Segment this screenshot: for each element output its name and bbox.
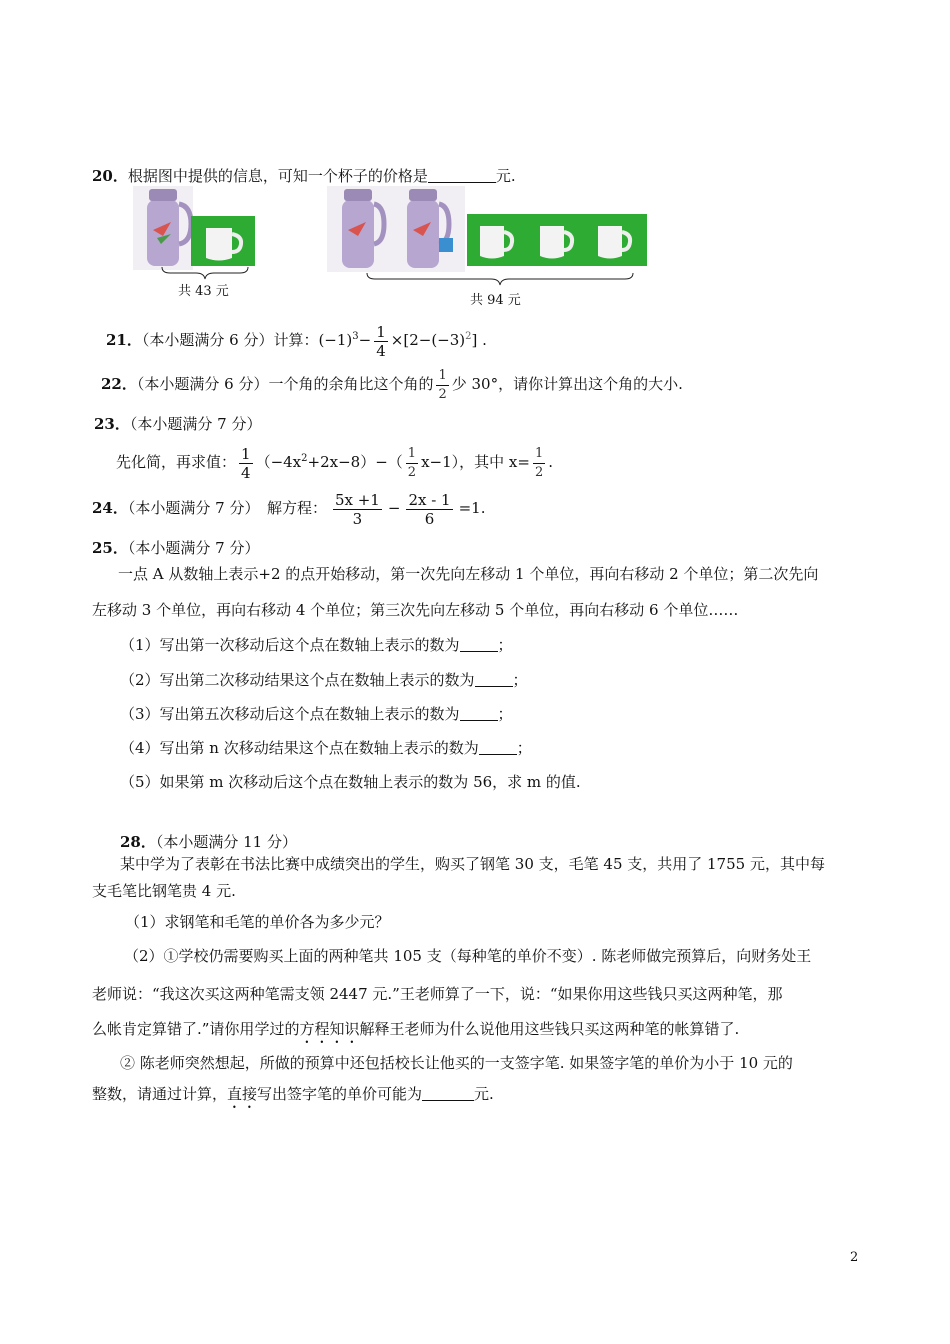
q21-head: （本小题满分 6 分）计算：(−1) xyxy=(141,331,353,349)
q21-number: 21． xyxy=(106,331,142,349)
q23-head: （本小题满分 7 分） xyxy=(129,415,262,433)
q20-line xyxy=(92,165,516,186)
q28-line1: 某中学为了表彰在书法比赛中成绩突出的学生，购买了钢笔 30 支，毛笔 45 支，共用了 1755 元，其中每 xyxy=(120,855,825,873)
q28-header xyxy=(120,831,297,852)
q25-sub2-blank[interactable] xyxy=(475,672,513,687)
q28-head: （本小题满分 11 分） xyxy=(155,833,297,851)
emphasis-method: 方程知识 xyxy=(299,1020,360,1038)
q25-head: （本小题满分 7 分） xyxy=(127,539,260,557)
q24-head: （本小题满分 7 分） 解方程： xyxy=(127,499,327,517)
q28-number: 28． xyxy=(120,833,156,851)
q28-answer-blank[interactable] xyxy=(422,1086,474,1101)
q23-mid3: x−1），其中 x= xyxy=(421,453,530,471)
q28-sub3a: ② 陈老师突然想起，所做的预算中还包括校长让他买的一支签字笔. 如果签字笔的单价为小于 10 元的 xyxy=(120,1054,793,1072)
q22-tail: 少 30°，请你计算出这个角的大小. xyxy=(451,375,683,393)
q28-sub3b: 整数，请通过计算，直接写出签字笔的单价可能为 元. xyxy=(92,1085,494,1103)
q21-exp2: 2 xyxy=(465,331,472,342)
q25-sub1-blank[interactable] xyxy=(460,637,498,652)
q23-line xyxy=(116,437,553,484)
q25-sub4-blank[interactable] xyxy=(479,740,517,755)
q20-answer-blank[interactable] xyxy=(428,168,496,183)
q20-number: 20． xyxy=(92,167,128,185)
q24-minus: − xyxy=(387,499,401,517)
q25-number: 25． xyxy=(92,539,128,557)
q23-mid1: （−4x xyxy=(255,453,302,471)
q28-line2: 支毛笔比钢笔贵 4 元. xyxy=(92,882,236,900)
q25-sub1: （1）写出第一次移动后这个点在数轴上表示的数为 ； xyxy=(120,636,513,654)
q21-end: ] . xyxy=(471,331,487,349)
q28-sub1: （1）求钢笔和毛笔的单价各为多少元？ xyxy=(125,913,390,931)
q20-text: 根据图中提供的信息，可知一个杯子的价格是 xyxy=(127,167,428,185)
q25-sub2: （2）写出第二次移动结果这个点在数轴上表示的数为 ； xyxy=(120,671,528,689)
q21-tail: ×[2−(−3) xyxy=(390,331,466,349)
q28-sub2b: 老师说：“我这次买这两种笔需支领 2447 元.”王老师算了一下，说：“如果你用这些钱只买这两种笔，那 xyxy=(92,985,783,1003)
q23-square: 2 xyxy=(301,453,308,464)
q20-unit: 元. xyxy=(495,167,516,185)
q23-header xyxy=(94,413,261,434)
q22-line xyxy=(101,362,683,406)
q22-number: 22． xyxy=(101,375,137,393)
q25-header xyxy=(92,537,259,558)
q24-fraction-1: $\frac{5x +1}{3}$ xyxy=(334,490,380,528)
q21-line xyxy=(106,315,487,362)
q23-mid2: +2x−8）−（ xyxy=(307,453,403,471)
q21-minus: − xyxy=(358,331,372,349)
caption-94: 共 94 元 xyxy=(470,293,521,308)
q25-sub3-blank[interactable] xyxy=(460,706,498,721)
q22-fraction: $\frac{1}{2}$ xyxy=(438,367,447,402)
q25-sub5: （5）如果第 m 次移动后这个点在数轴上表示的数为 56，求 m 的值. xyxy=(120,773,581,791)
caption-43: 共 43 元 xyxy=(178,284,229,299)
q23-fraction-1: $\frac{1}{4}$ xyxy=(241,444,251,482)
q25-line2: 左移动 3 个单位，再向右移动 4 个单位；第三次先向左移动 5 个单位，再向右移动 6 个单位…… xyxy=(92,601,739,619)
brace-2 xyxy=(365,272,635,286)
q24-line xyxy=(92,486,485,530)
q23-fraction-2: $\frac{1}{2}$ xyxy=(407,445,417,480)
q23-fraction-3: $\frac{1}{2}$ xyxy=(534,445,544,480)
q21-fraction: $\frac{1}{4}$ xyxy=(376,322,386,360)
brace-1 xyxy=(160,266,250,280)
q23-number: 23． xyxy=(94,415,130,433)
q28-sub2a: （2）①学校仍需要购买上面的两种笔共 105 支（每种笔的单价不变）. 陈老师做完预算后，向财务处王 xyxy=(124,947,812,965)
q23-end: . xyxy=(548,453,553,471)
thermos-cups-image xyxy=(327,186,647,272)
q24-fraction-2: $\frac{2x - 1}{6}$ xyxy=(408,490,451,528)
q25-sub4: （4）写出第 n 次移动结果这个点在数轴上表示的数为 ； xyxy=(120,739,532,757)
page-number: 2 xyxy=(850,1250,859,1265)
thermos-cup-image xyxy=(133,186,255,270)
q21-exp3: 3 xyxy=(352,331,359,342)
q25-sub3: （3）写出第五次移动后这个点在数轴上表示的数为 ； xyxy=(120,705,513,723)
emphasis-direct: 直接 xyxy=(227,1085,258,1103)
q24-number: 24． xyxy=(92,499,128,517)
q25-line1: 一点 A 从数轴上表示+2 的点开始移动，第一次先向左移动 1 个单位，再向右移动 2 个单位；第二次先向 xyxy=(118,565,819,583)
q28-sub2c: 么帐肯定算错了.”请你用学过的方程知识解释王老师为什么说他用这些钱只买这两种笔的帐算错了. xyxy=(92,1020,740,1038)
q22-head: （本小题满分 6 分）一个角的余角比这个角的 xyxy=(136,375,434,393)
q23-lead: 先化简，再求值： xyxy=(116,453,237,471)
q24-end: =1. xyxy=(458,499,486,517)
